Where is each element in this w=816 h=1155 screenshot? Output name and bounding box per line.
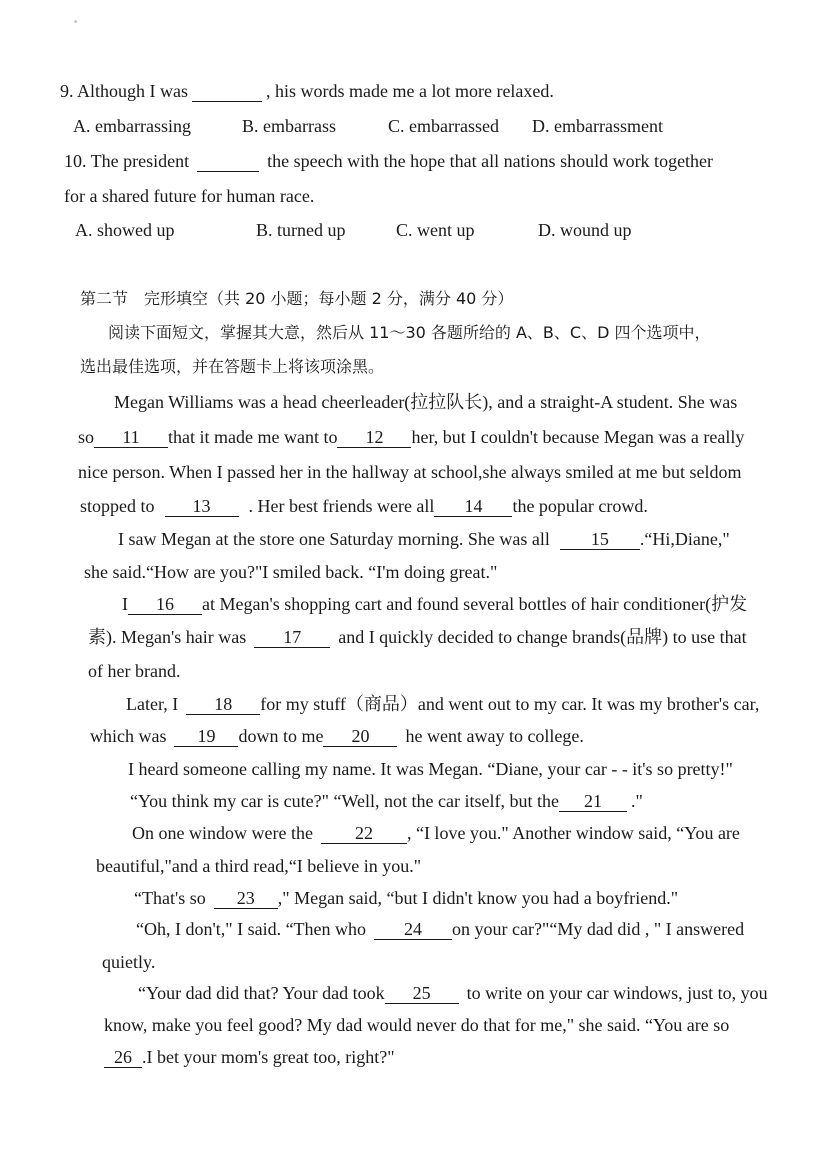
passage-line: beautiful,"and a third read,“I believe in you." — [96, 856, 422, 876]
section-heading: 第二节 完形填空（共 20 小题；每小题 2 分，满分 40 分） — [80, 289, 514, 308]
scan-speck — [74, 20, 77, 23]
passage-line: I 16 at Megan's shopping cart and found several bottles of hair conditioner(护发 — [122, 594, 748, 614]
blank-26: 26 — [104, 1047, 142, 1068]
blank-19: 19 — [174, 726, 238, 747]
q9-option-d: D. embarrassment — [532, 116, 663, 136]
q10-blank — [197, 151, 259, 172]
q10-stem-continued: for a shared future for human race. — [64, 186, 315, 206]
q9-option-b: B. embarrass — [242, 116, 336, 136]
q9-stem-end: , his words made me a lot more relaxed. — [266, 81, 554, 101]
passage-line: “Oh, I don't," I said. “Then who 24 on your car?"“My dad did , " I answered — [136, 919, 745, 939]
section-instructions-line-1: 阅读下面短文，掌握其大意，然后从 11～30 各题所给的 A、B、C、D 四个选项中， — [108, 323, 711, 342]
passage-line: quietly. — [102, 952, 156, 972]
passage-line: so 11 that it made me want to 12 her, but I couldn't because Megan was a really — [78, 427, 745, 447]
blank-21: 21 — [559, 791, 627, 812]
blank-12: 12 — [337, 427, 411, 448]
passage-line: which was 19 down to me 20 he went away to college. — [90, 726, 584, 746]
blank-13: 13 — [165, 496, 239, 517]
passage-line: she said.“How are you?"I smiled back. “I'm doing great." — [84, 562, 498, 582]
q9-option-a: A. embarrassing — [73, 116, 191, 136]
blank-22: 22 — [321, 823, 407, 844]
q10-option-c: C. went up — [396, 220, 475, 240]
passage-line: On one window were the 22 , “I love you." Another window said, “You are — [132, 823, 740, 843]
q9-stem-start: 9. Although I was — [60, 81, 188, 101]
blank-24: 24 — [374, 919, 452, 940]
q9-blank — [192, 81, 262, 102]
passage-line: know, make you feel good? My dad would never do that for me," she said. “You are so — [104, 1015, 730, 1035]
passage-line: “That's so 23 ," Megan said, “but I didn't know you had a boyfriend." — [134, 888, 679, 908]
passage-line: 26 .I bet your mom's great too, right?" — [104, 1045, 395, 1069]
passage-line: of her brand. — [88, 661, 181, 681]
question-9-stem — [60, 79, 554, 103]
passage-line: “You think my car is cute?" “Well, not the car itself, but the 21 ." — [130, 791, 643, 811]
q9-option-c: C. embarrassed — [388, 116, 499, 136]
passage-line: stopped to 13 . Her best friends were all 14 the popular crowd. — [80, 496, 648, 516]
q10-option-b: B. turned up — [256, 220, 346, 240]
passage-line: Later, I 18 for my stuff（商品）and went out to my car. It was my brother's car, — [126, 694, 760, 714]
q10-stem-mid: the speech with the hope that all nations should work together — [267, 151, 714, 171]
passage-line: Megan Williams was a head cheerleader(拉拉队长), and a straight-A student. She was — [114, 392, 738, 412]
blank-11: 11 — [94, 427, 168, 448]
blank-20: 20 — [323, 726, 397, 747]
blank-15: 15 — [560, 529, 640, 550]
passage-line: 素). Megan's hair was 17 and I quickly decided to change brands(品牌) to use that — [88, 627, 747, 647]
passage-line: “Your dad did that? Your dad took 25 to write on your car windows, just to, you — [138, 983, 768, 1003]
blank-17: 17 — [254, 627, 330, 648]
blank-25: 25 — [385, 983, 459, 1004]
passage-line: I saw Megan at the store one Saturday morning. She was all 15 .“Hi,Diane," — [118, 529, 730, 549]
q10-option-a: A. showed up — [75, 220, 175, 240]
blank-14: 14 — [434, 496, 512, 517]
question-10-stem — [64, 149, 713, 173]
blank-16: 16 — [128, 594, 202, 615]
passage-line: nice person. When I passed her in the hallway at school,she always smiled at me but seldom — [78, 462, 742, 482]
q10-option-d: D. wound up — [538, 220, 632, 240]
q10-stem-start: 10. The president — [64, 151, 190, 171]
blank-23: 23 — [214, 888, 278, 909]
passage-line: I heard someone calling my name. It was Megan. “Diane, your car - - it's so pretty!" — [128, 759, 733, 779]
section-instructions-line-2: 选出最佳选项，并在答题卡上将该项涂黑。 — [80, 357, 385, 376]
blank-18: 18 — [186, 694, 260, 715]
